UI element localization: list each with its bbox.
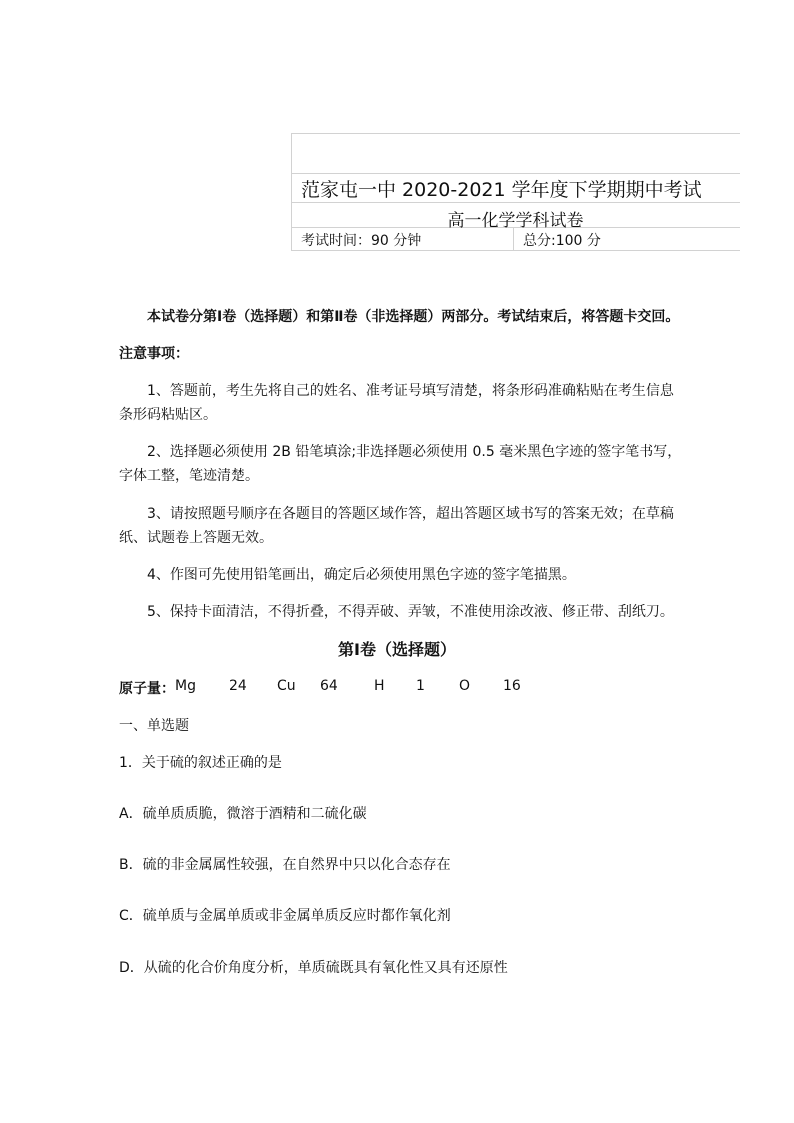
note-1-line-2: 条形码粘贴区。 — [119, 407, 217, 423]
part-title: 一、单选题 — [119, 718, 189, 734]
note-2-line-1: 2、选择题必须使用 2B 铅笔填涂;非选择题必须使用 0.5 毫米黑色字迹的签字笔书写， — [147, 444, 682, 460]
atomic-mass-element: O — [459, 678, 471, 694]
note-4: 4、作图可先使用铅笔画出，确定后必须使用黑色字迹的签字笔描黑。 — [147, 567, 576, 583]
atomic-mass-value: 24 — [229, 678, 247, 694]
atomic-mass-value: 1 — [416, 678, 425, 694]
atomic-mass-value: 64 — [320, 678, 338, 694]
option-a: A．硫单质质脆，微溶于酒精和二硫化碳 — [119, 806, 367, 822]
option-d: D．从硫的化合价角度分析，单质硫既具有氧化性又具有还原性 — [119, 960, 508, 976]
note-3-line-2: 纸、试题卷上答题无效。 — [119, 530, 273, 546]
exam-time: 考试时间：90 分钟 — [301, 233, 422, 249]
intro-text: 本试卷分第Ⅰ卷（选择题）和第Ⅱ卷（非选择题）两部分。考试结束后，将答题卡交回。 — [147, 309, 680, 325]
option-b: B．硫的非金属属性较强，在自然界中只以化合态存在 — [119, 857, 451, 873]
atomic-mass-value: 16 — [503, 678, 521, 694]
notes-title: 注意事项： — [119, 346, 189, 362]
atomic-mass-element: Cu — [277, 678, 296, 694]
exam-header — [291, 133, 740, 251]
header-rule — [291, 250, 740, 251]
atomic-mass-label: 原子量： — [119, 681, 175, 697]
header-rule — [291, 133, 740, 134]
header-rule — [291, 173, 740, 174]
header-rule — [291, 202, 740, 203]
note-3-line-1: 3、请按照题号顺序在各题目的答题区域作答，超出答题区域书写的答案无效；在草稿 — [147, 506, 674, 522]
section-title: 第Ⅰ卷（选择题） — [338, 640, 456, 659]
exam-title: 范家屯一中 2020-2021 学年度下学期期中考试 — [301, 179, 702, 201]
option-c: C．硫单质与金属单质或非金属单质反应时都作氧化剂 — [119, 908, 451, 924]
exam-subtitle: 高一化学学科试卷 — [447, 211, 584, 231]
note-5: 5、保持卡面清洁，不得折叠，不得弄破、弄皱，不准使用涂改液、修正带、刮纸刀。 — [147, 604, 674, 620]
note-2-line-2: 字体工整，笔迹清楚。 — [119, 468, 259, 484]
atomic-mass-element: H — [374, 678, 385, 694]
question-stem: 1．关于硫的叙述正确的是 — [119, 755, 282, 771]
atomic-mass-element: Mg — [175, 678, 196, 694]
note-1-line-1: 1、答题前，考生先将自己的姓名、准考证号填写清楚，将条形码准确粘贴在考生信息 — [147, 383, 674, 399]
header-rule — [291, 133, 292, 251]
exam-score: 总分:100 分 — [523, 233, 601, 249]
